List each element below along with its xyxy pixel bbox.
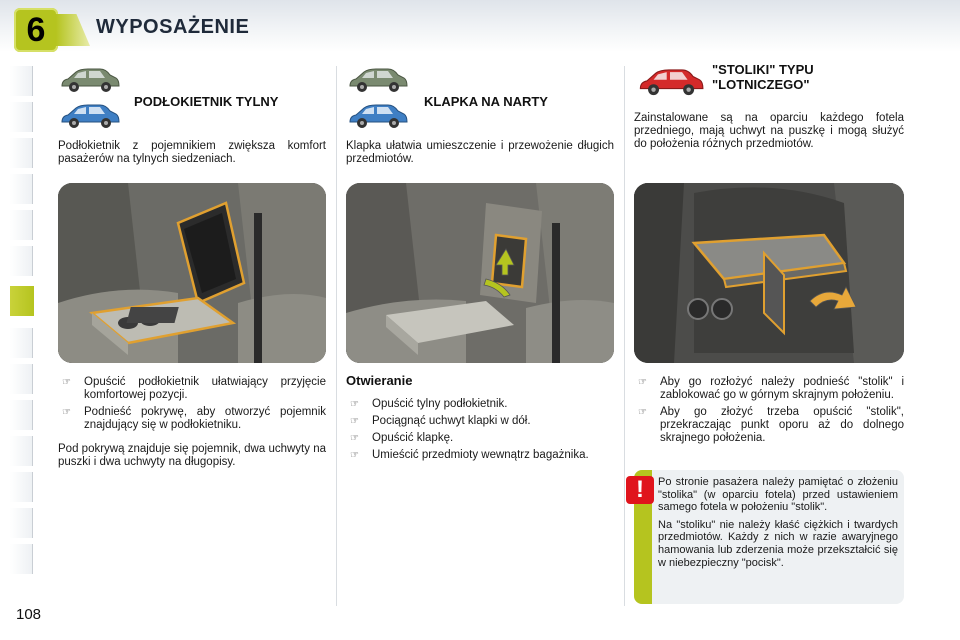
warning-paragraph: Po stronie pasażera należy pamiętać o złożeniu "stolika" (w oparciu fotela) przed ustawieniem samego fotela w położeniu "stolik".: [658, 476, 898, 514]
pointing-hand-icon: ☞: [350, 399, 359, 410]
chapter-badge: [14, 8, 58, 52]
chapter-index-tab[interactable]: [10, 508, 33, 538]
list-item-text: Opuścić podłokietnik ułatwiający przyjęcie komfortowej pozycji.: [84, 376, 326, 401]
list-item: [346, 449, 614, 462]
car-icon-blue: [346, 102, 408, 130]
chapter-index-tab[interactable]: [10, 364, 33, 394]
chapter-index-rail: [10, 66, 32, 576]
pointing-hand-icon: ☞: [350, 450, 359, 461]
car-icon-blue: [58, 102, 120, 130]
warning-paragraph: Na "stoliku" nie należy kłaść ciężkich i twardych przedmiotów. Każdy z nich w razie awaryjnego hamowania lub zderzenia może przekształcić się w niebezpieczny "pocisk".: [658, 518, 898, 569]
column-divider: [624, 66, 625, 606]
ski-hatch-photo: [346, 183, 614, 363]
chapter-index-tab[interactable]: [10, 328, 33, 358]
pointing-hand-icon: ☞: [62, 407, 71, 418]
chapter-index-tab[interactable]: [10, 544, 33, 574]
trays-steps: [634, 376, 904, 449]
list-item: [634, 376, 904, 402]
list-item: [346, 415, 614, 428]
ski-hatch-intro: Klapka ułatwia umieszczenie i przewożenie długich przedmiotów.: [346, 140, 614, 165]
section-title-trays: [712, 62, 814, 92]
armrest-intro: Podłokietnik z pojemnikiem zwiększa komfort pasażerów na tylnych siedzeniach.: [58, 140, 326, 165]
section-title-ski-hatch: KLAPKA NA NARTY: [424, 94, 548, 109]
pointing-hand-icon: ☞: [638, 377, 647, 388]
list-item: [58, 376, 326, 402]
page-number: 108: [16, 606, 42, 623]
chapter-number: 6: [26, 11, 46, 49]
chapter-index-tab[interactable]: [10, 66, 33, 96]
chapter-index-tab-active[interactable]: [10, 286, 34, 316]
list-item-text: Podnieść pokrywę, aby otworzyć pojemnik znajdujący się w podłokietniku.: [84, 406, 326, 431]
pointing-hand-icon: ☞: [350, 433, 359, 444]
column-divider: [336, 66, 337, 606]
pointing-hand-icon: ☞: [638, 407, 647, 418]
section-title-line: "STOLIKI" TYPU: [712, 62, 814, 77]
list-item-text: Opuścić klapkę.: [372, 432, 454, 444]
car-icon-red: [636, 66, 704, 98]
list-item-text: Pociągnąć uchwyt klapki w dół.: [372, 415, 531, 427]
ski-hatch-steps: [346, 398, 614, 466]
pointing-hand-icon: ☞: [62, 377, 71, 388]
chapter-index-tab[interactable]: [10, 472, 33, 502]
warning-text: [658, 476, 898, 574]
armrest-steps: [58, 376, 326, 436]
chapter-index-tab[interactable]: [10, 246, 33, 276]
trays-intro: Zainstalowane są na oparciu każdego fotela przedniego, mają uchwyt na puszkę i mogą służyć do położenia różnych przedmiotów.: [634, 112, 904, 150]
chapter-index-tab[interactable]: [10, 210, 33, 240]
chapter-index-tab[interactable]: [10, 436, 33, 466]
list-item-text: Aby go złożyć trzeba opuścić "stolik", przekraczając punkt oporu aż do dolnego skrajnego położenia.: [660, 406, 904, 444]
armrest-note: Pod pokrywą znajduje się pojemnik, dwa uchwyty na puszki i dwa uchwyty na długopisy.: [58, 443, 326, 468]
chapter-index-tab[interactable]: [10, 174, 33, 204]
car-icon-green: [58, 66, 120, 94]
armrest-photo: [58, 183, 326, 363]
list-item: [634, 406, 904, 445]
chapter-title: WYPOSAŻENIE: [96, 16, 250, 38]
list-item: [346, 432, 614, 445]
subsection-title-opening: Otwieranie: [346, 373, 413, 388]
list-item-text: Opuścić tylny podłokietnik.: [372, 398, 508, 410]
list-item: [58, 406, 326, 432]
chapter-index-tab[interactable]: [10, 138, 33, 168]
chapter-index-tab[interactable]: [10, 102, 33, 132]
list-item: [346, 398, 614, 411]
tray-photo: [634, 183, 904, 363]
list-item-text: Umieścić przedmioty wewnątrz bagażnika.: [372, 449, 589, 461]
list-item-text: Aby go rozłożyć należy podnieść "stolik" i zablokować go w górnym skrajnym położeniu.: [660, 376, 904, 401]
chapter-index-tab[interactable]: [10, 400, 33, 430]
section-title-line: "LOTNICZEGO": [712, 77, 810, 92]
car-icon-green: [346, 66, 408, 94]
warning-exclamation-icon: !: [626, 476, 654, 504]
section-title-armrest: PODŁOKIETNIK TYLNY: [134, 94, 279, 109]
pointing-hand-icon: ☞: [350, 416, 359, 427]
